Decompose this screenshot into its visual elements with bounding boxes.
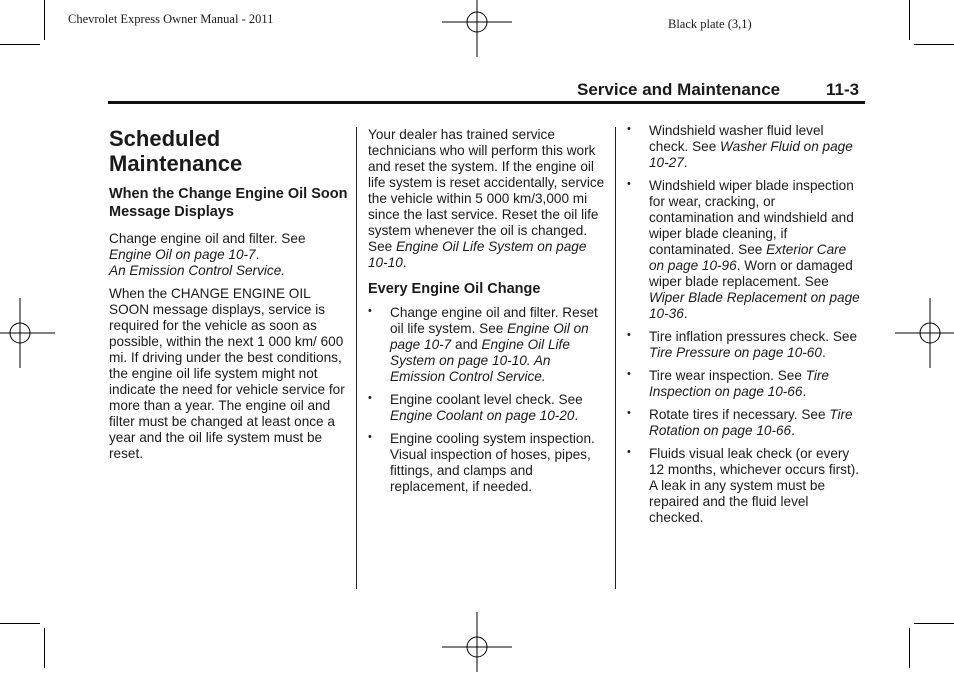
- cross-reference[interactable]: Tire Pressure on page 10-60: [649, 345, 822, 360]
- list-item: • Windshield wiper blade inspection for wear, cracking, or contamination and windshield and wiper blade cleaning, if contaminated. See Exterior Care on page 10-96. Worn or damaged wiper blade replacement. See Wiper Blade Replacement on page 10-36.: [627, 178, 863, 322]
- crop-mark: [44, 628, 45, 668]
- crop-mark: [44, 0, 45, 40]
- registration-target-icon: [0, 298, 55, 368]
- cross-reference[interactable]: Engine Coolant on page 10-20: [390, 407, 575, 423]
- page-number: 11-3: [826, 80, 860, 99]
- crop-mark: [909, 0, 910, 40]
- list-item: • Tire wear inspection. See Tire Inspection on page 10-66.: [627, 368, 863, 400]
- crop-mark: [914, 623, 954, 624]
- registration-target-icon: [895, 298, 954, 368]
- cross-reference[interactable]: Wiper Blade Replacement on page 10-36: [649, 290, 860, 321]
- cross-reference[interactable]: Tire Rotation on page 10-66: [649, 407, 853, 438]
- bullet-list: [627, 123, 863, 526]
- crop-mark: [0, 44, 40, 45]
- header-rule: [108, 101, 865, 104]
- plate-label: Black plate (3,1): [668, 17, 752, 31]
- cross-reference[interactable]: Engine Oil Life System on page 10-10: [368, 239, 587, 270]
- cross-reference[interactable]: Tire Inspection on page 10-66: [649, 368, 829, 399]
- list-item: • Rotate tires if necessary. See Tire Rotation on page 10-66.: [627, 407, 863, 439]
- list-item: • Fluids visual leak check (or every 12 months, whichever occurs first). A leak in any system must be repaired and the fluid level checked.: [627, 446, 863, 526]
- list-item: • Engine coolant level check. See Engine Coolant on page 10-20.: [368, 392, 608, 424]
- crop-mark: [909, 628, 910, 668]
- crop-mark: [914, 44, 954, 45]
- column-divider: [615, 127, 616, 589]
- manual-title: Chevrolet Express Owner Manual - 2011: [68, 12, 274, 26]
- page-heading: Scheduled Maintenance: [109, 126, 243, 176]
- cross-reference[interactable]: Engine Oil Life System on page 10-10. An Emission Control Service.: [390, 336, 570, 384]
- registration-target-icon: [442, 0, 512, 57]
- list-item: • Windshield washer fluid level check. See Washer Fluid on page 10-27.: [627, 123, 863, 171]
- subheading: When the Change Engine Oil Soon Message Displays: [109, 186, 348, 220]
- paragraph: Change engine oil and filter. See Engine Oil on page 10-7. An Emission Control Service.: [109, 231, 306, 278]
- paragraph: When the CHANGE ENGINE OIL SOON message displays, service is required for the vehicle as soon as possible, within the next 1 000 km/ 600 mi. If driving under the best conditions, the engine oil life system might not indicate the need for vehicle service for more than a year. The engine oil and filter must be changed at least once a year and the oil life system must be reset.: [109, 286, 345, 461]
- list-item: • Tire inflation pressures check. See Tire Pressure on page 10-60.: [627, 329, 863, 361]
- cross-reference[interactable]: Washer Fluid on page 10-27: [649, 139, 853, 170]
- registration-target-icon: [442, 612, 512, 682]
- list-item: • Change engine oil and filter. Reset oil life system. See Engine Oil on page 10-7 and Engine Oil Life System on page 10-10. An Emission Control Service.: [368, 305, 608, 385]
- cross-reference[interactable]: Exterior Care on page 10-96: [649, 242, 847, 273]
- column-1: [109, 126, 349, 462]
- section-title: Service and Maintenance: [577, 80, 781, 99]
- bullet-list: [368, 305, 608, 495]
- cross-reference[interactable]: Engine Oil on page 10-7: [390, 320, 589, 352]
- column-3: [627, 123, 863, 526]
- column-2: [368, 127, 608, 495]
- column-divider: [356, 127, 357, 589]
- list-item: • Engine cooling system inspection. Visual inspection of hoses, pipes, fittings, and clamps and replacement, if needed.: [368, 431, 608, 495]
- cross-reference: An Emission Control Service.: [109, 263, 286, 278]
- cross-reference[interactable]: Engine Oil on page 10-7: [109, 247, 256, 262]
- paragraph: Your dealer has trained service technicians who will perform this work and reset the system. If the engine oil life system is reset accidentally, service the vehicle within 5 000 km/3,000 mi since the last service. Reset the oil life system whenever the oil is changed. See Engine Oil Life System on page 10-10.: [368, 127, 605, 270]
- subheading: Every Engine Oil Change: [368, 281, 541, 297]
- crop-mark: [0, 623, 40, 624]
